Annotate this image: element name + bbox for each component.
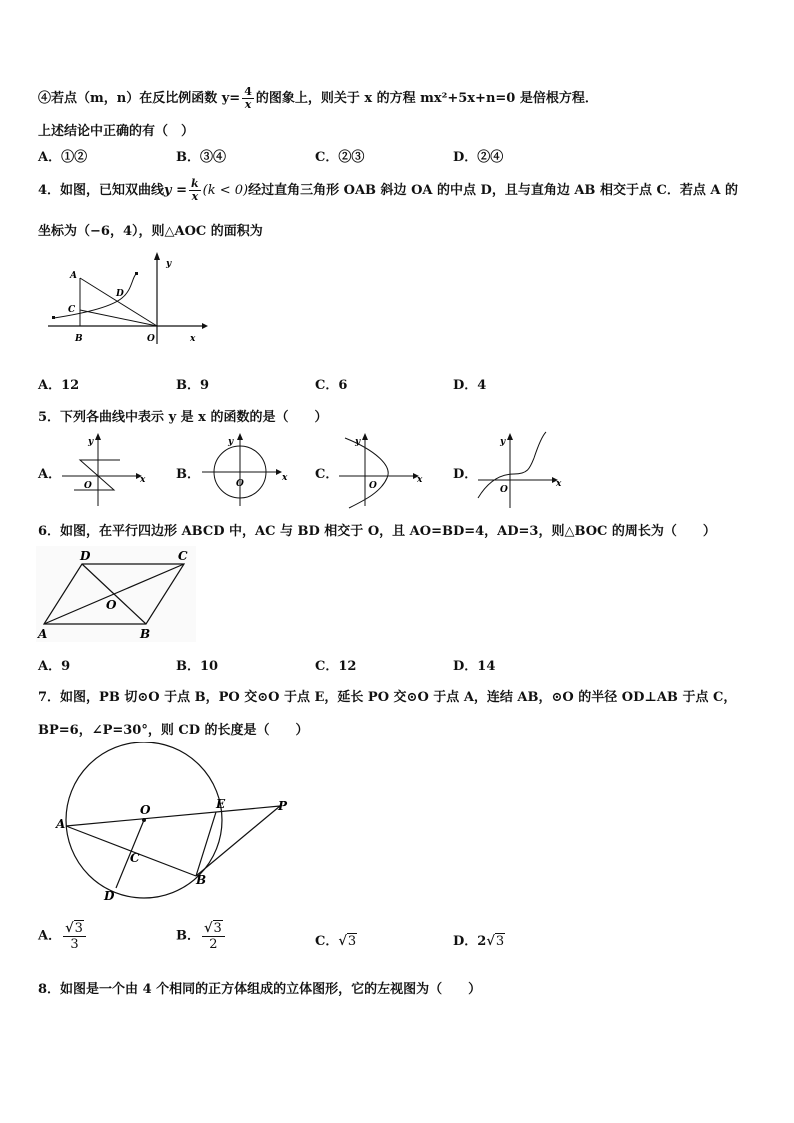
q5-graph-d: [474, 430, 566, 510]
q4-option-b[interactable]: [176, 374, 209, 393]
sqrt-radicand: 3: [74, 921, 83, 936]
option-label: C．: [315, 659, 339, 674]
option-label: A．: [38, 378, 62, 393]
option-label: A．: [38, 659, 62, 674]
option-label: B．: [176, 150, 200, 165]
label-x: x: [417, 475, 423, 485]
center-point: [142, 818, 146, 822]
sqrt-radicand: 3: [347, 934, 357, 949]
option-value: 6: [338, 378, 348, 393]
q5-graph-b: [198, 430, 290, 510]
label-a: A: [38, 627, 48, 641]
label-c: C: [178, 549, 188, 563]
label-y: y: [166, 259, 172, 269]
label-e: E: [216, 797, 226, 811]
sqrt-radicand: 3: [495, 934, 505, 949]
q4-stem-line1: [38, 178, 738, 203]
label-b: B: [196, 873, 207, 887]
q4-func-y: y =: [164, 183, 188, 198]
q6-option-c[interactable]: [315, 655, 356, 674]
q3-stmt4-text-a: ④若点（m，n）在反比例函数 y=: [38, 91, 241, 106]
y-axis-arrow: [507, 433, 513, 440]
label-o: O: [369, 481, 377, 491]
q4-option-d[interactable]: [453, 374, 486, 393]
q4-condition: (k < 0): [202, 183, 249, 198]
label-x: x: [140, 475, 146, 485]
segment-ao: [80, 278, 157, 326]
frac-den: 2: [209, 937, 218, 952]
q4-fraction: [189, 178, 201, 203]
option-value: ③④: [200, 150, 227, 165]
q3-option-b[interactable]: [176, 146, 226, 165]
q7-stem-line1: 7．如图，PB 切⊙O 于点 B，PO 交⊙O 于点 E，延长 PO 交⊙O 于点 A，连结 AB，⊙O 的半径 OD⊥AB 于点 C，: [38, 690, 737, 705]
option-fraction: [202, 920, 225, 952]
label-x: x: [190, 334, 196, 344]
option-label: B．: [176, 378, 200, 393]
cubic-curve: [478, 432, 546, 498]
option-value: 10: [200, 659, 219, 674]
label-o: O: [140, 803, 151, 817]
frac-den: 3: [70, 937, 79, 952]
label-d: D: [104, 889, 115, 903]
figure-background: [36, 546, 196, 642]
y-axis-arrow: [362, 433, 368, 440]
option-value: 9: [200, 378, 210, 393]
option-label: A．: [38, 928, 62, 944]
q6-stem: 6．如图，在平行四边形 ABCD 中，AC 与 BD 相交于 O，且 AO=BD=4，AD=3，则△BOC 的周长为（ ）: [38, 524, 716, 539]
q6-option-a[interactable]: [38, 655, 70, 674]
sqrt-radicand: 3: [213, 921, 222, 936]
q3-stmt4-text-b: 的图象上，则关于 x 的方程 mx²+5x+n=0 是倍根方程．: [255, 91, 598, 106]
q3-statement-4: [38, 86, 598, 111]
q4-frac-den: x: [191, 190, 199, 203]
option-label: D．: [453, 659, 478, 674]
option-label: A．: [38, 150, 62, 165]
option-label: B．: [176, 928, 200, 944]
label-d: D: [80, 549, 91, 563]
x-axis-arrow: [202, 323, 208, 329]
option-label: C．: [315, 934, 339, 949]
q4-stem-line2: 坐标为（−6，4），则△AOC 的面积为: [38, 224, 263, 239]
option-label: B．: [176, 659, 200, 674]
q6-option-b[interactable]: [176, 655, 218, 674]
sqrt-sign: √: [486, 934, 495, 949]
label-o: O: [106, 598, 117, 612]
q6-option-d[interactable]: [453, 655, 495, 674]
z-curve: [74, 460, 120, 490]
q6-figure: [36, 546, 196, 642]
q4-option-a[interactable]: [38, 374, 79, 393]
label-x: x: [282, 473, 288, 483]
label-b: B: [75, 334, 83, 344]
y-axis-arrow: [237, 433, 243, 440]
option-value: 14: [477, 659, 496, 674]
y-axis-arrow: [95, 433, 101, 440]
q7-option-a[interactable]: [38, 920, 88, 952]
label-y: y: [355, 437, 361, 447]
q7-figure: [50, 742, 300, 904]
q5-graph-c: [335, 430, 427, 510]
label-o: O: [500, 485, 508, 495]
q5-option-b[interactable]: [176, 463, 200, 482]
q7-stem-line2: BP=6，∠P=30°，则 CD 的长度是（ ）: [38, 723, 309, 738]
label-c: C: [130, 851, 140, 865]
option-value: ①②: [61, 150, 88, 165]
label-d: D: [116, 289, 124, 299]
q4-text-a: 4．如图，已知双曲线: [38, 183, 165, 198]
label-p: P: [278, 799, 288, 813]
option-value: 4: [477, 378, 487, 393]
line-ap: [66, 806, 280, 826]
q3-option-a[interactable]: [38, 146, 87, 165]
q7-option-c[interactable]: [315, 930, 357, 949]
q3-prompt: 上述结论中正确的有（ ）: [38, 124, 195, 139]
option-label: C．: [315, 378, 339, 393]
q4-option-c[interactable]: [315, 374, 347, 393]
label-a: A: [56, 817, 66, 831]
option-value: 12: [338, 659, 357, 674]
option-label: C．: [315, 467, 339, 482]
curve-endpoint-right: [135, 272, 138, 275]
q4-text-b: 经过直角三角形 OAB 斜边 OA 的中点 D，且与直角边 AB 相交于点 C．若点 A 的: [248, 183, 738, 198]
q7-option-b[interactable]: [176, 920, 227, 952]
label-c: C: [68, 305, 76, 315]
segment-co: [80, 310, 157, 326]
q8-stem: 8．如图是一个由 4 个相同的正方体组成的立体图形，它的左视图为（ ）: [38, 982, 482, 997]
y-axis-arrow: [154, 252, 160, 260]
option-label: D．: [453, 150, 478, 165]
option-label: D．: [453, 934, 478, 949]
label-y: y: [88, 437, 94, 447]
q3-option-d[interactable]: [453, 146, 503, 165]
label-x: x: [556, 479, 562, 489]
option-fraction: [63, 920, 86, 952]
option-value: ②④: [477, 150, 504, 165]
q5-graph-a: [58, 430, 150, 510]
label-y: y: [500, 437, 506, 447]
q7-option-d[interactable]: [453, 930, 505, 949]
q3-option-c[interactable]: [315, 146, 364, 165]
label-a: A: [70, 271, 77, 281]
label-o: O: [147, 334, 155, 344]
option-value: 9: [61, 659, 71, 674]
parabola-curve: [345, 438, 388, 508]
line-bp: [196, 806, 280, 876]
q3-frac-den: x: [244, 98, 252, 111]
sqrt-sign: √: [338, 934, 347, 949]
option-label: A．: [38, 467, 62, 482]
q4-frac-num: k: [191, 177, 199, 190]
option-label: D．: [453, 467, 478, 482]
option-label: D．: [453, 378, 478, 393]
option-label: B．: [176, 467, 200, 482]
label-o: O: [84, 481, 92, 491]
q3-fraction: [242, 86, 254, 111]
frac-num: √3: [63, 920, 86, 937]
label-y: y: [228, 437, 234, 447]
q4-figure: [40, 248, 210, 348]
option-value: ②③: [338, 150, 365, 165]
option-value: 12: [61, 378, 80, 393]
label-b: B: [140, 627, 151, 641]
coefficient: 2: [477, 934, 487, 949]
frac-num: √3: [202, 920, 225, 937]
q5-stem: 5．下列各曲线中表示 y 是 x 的函数的是（ ）: [38, 410, 328, 425]
option-label: C．: [315, 150, 339, 165]
q3-frac-num: 4: [244, 85, 252, 98]
label-o: O: [236, 479, 244, 489]
curve-endpoint-left: [52, 316, 55, 319]
